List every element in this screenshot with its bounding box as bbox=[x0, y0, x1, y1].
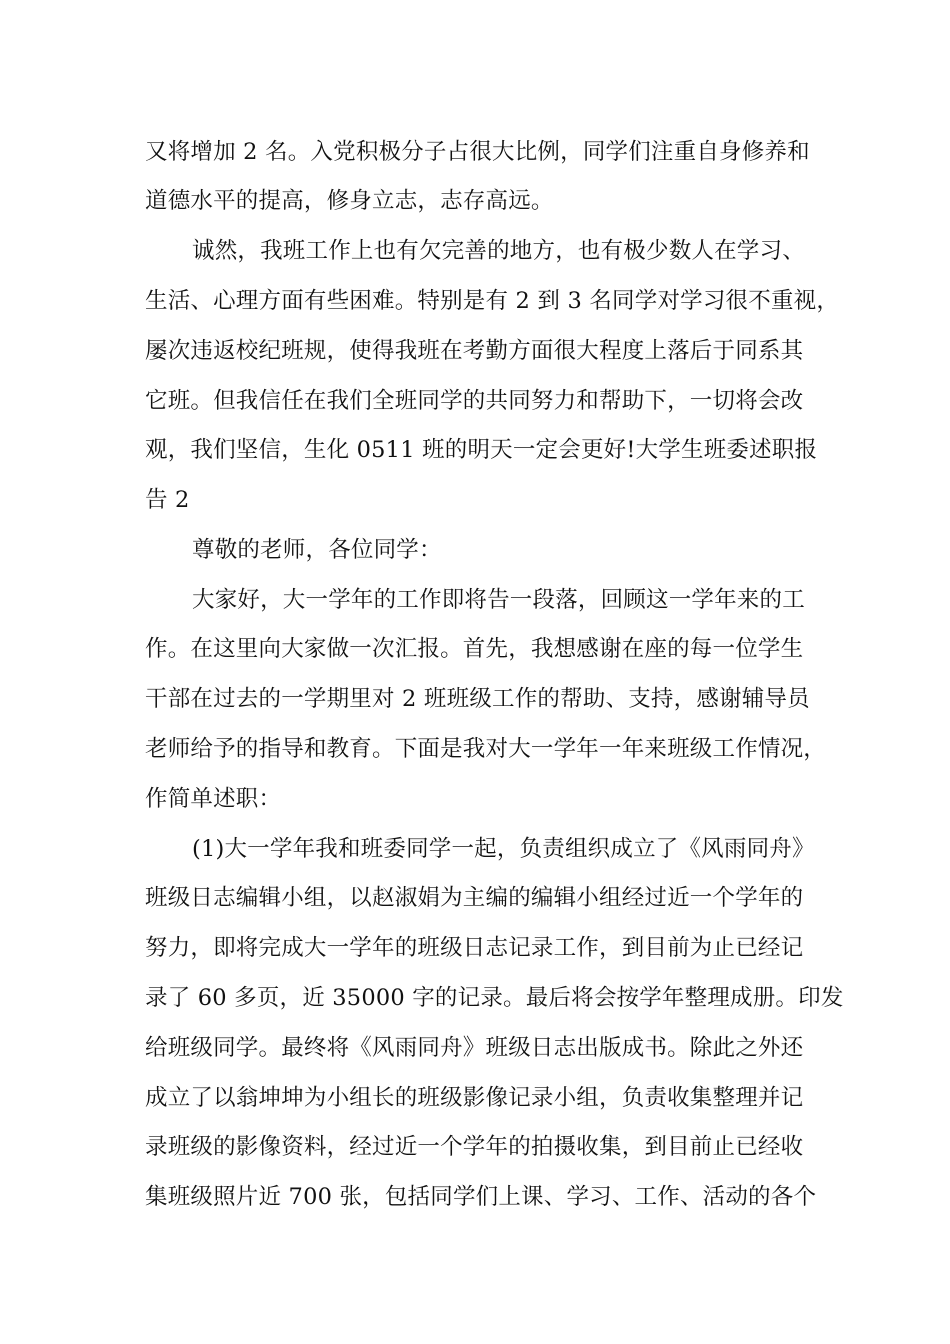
text-line: 努力，即将完成大一学年的班级日志记录工作，到目前为止已经记 bbox=[145, 935, 804, 961]
text-line: 录班级的影像资料，经过近一个学年的拍摄收集，到目前止已经收 bbox=[145, 1134, 804, 1160]
paragraph-start-line: 大家好，大一学年的工作即将告一段落，回顾这一学年来的工 bbox=[192, 587, 805, 613]
text-line: 成立了以翁坤坤为小组长的班级影像记录小组，负责收集整理并记 bbox=[145, 1085, 804, 1111]
text-line: 作简单述职： bbox=[145, 786, 282, 812]
text-line: 道德水平的提高，修身立志，志存高远。 bbox=[145, 188, 554, 214]
text-line: 干部在过去的一学期里对 2 班班级工作的帮助、支持，感谢辅导员 bbox=[145, 686, 810, 712]
text-line: 它班。但我信任在我们全班同学的共同努力和帮助下，一切将会改 bbox=[145, 388, 804, 414]
text-line: 老师给予的指导和教育。下面是我对大一学年一年来班级工作情况， bbox=[145, 736, 827, 762]
text-line: 又将增加 2 名。入党积极分子占很大比例，同学们注重自身修养和 bbox=[145, 139, 810, 165]
text-line: 录了 60 多页，近 35000 字的记录。最后将会按学年整理成册。印发 bbox=[145, 985, 844, 1011]
text-line: 生活、心理方面有些困难。特别是有 2 到 3 名同学对学习很不重视， bbox=[145, 288, 840, 314]
text-line: 屡次违返校纪班规，使得我班在考勤方面很大程度上落后于同系其 bbox=[145, 338, 804, 364]
text-line: 告 2 bbox=[145, 487, 190, 513]
text-line: 班级日志编辑小组，以赵淑娟为主编的编辑小组经过近一个学年的 bbox=[145, 885, 804, 911]
text-line: 给班级同学。最终将《风雨同舟》班级日志出版成书。除此之外还 bbox=[145, 1035, 804, 1061]
text-line: 集班级照片近 700 张，包括同学们上课、学习、工作、活动的各个 bbox=[145, 1184, 817, 1210]
salutation-line: 尊敬的老师，各位同学： bbox=[192, 537, 442, 563]
paragraph-start-line: (1)大一学年我和班委同学一起，负责组织成立了《风雨同舟》 bbox=[192, 836, 815, 862]
paragraph-start-line: 诚然，我班工作上也有欠完善的地方，也有极少数人在学习、 bbox=[192, 238, 805, 264]
text-line: 观，我们坚信，生化 0511 班的明天一定会更好!大学生班委述职报 bbox=[145, 437, 818, 463]
text-line: 作。在这里向大家做一次汇报。首先，我想感谢在座的每一位学生 bbox=[145, 636, 804, 662]
